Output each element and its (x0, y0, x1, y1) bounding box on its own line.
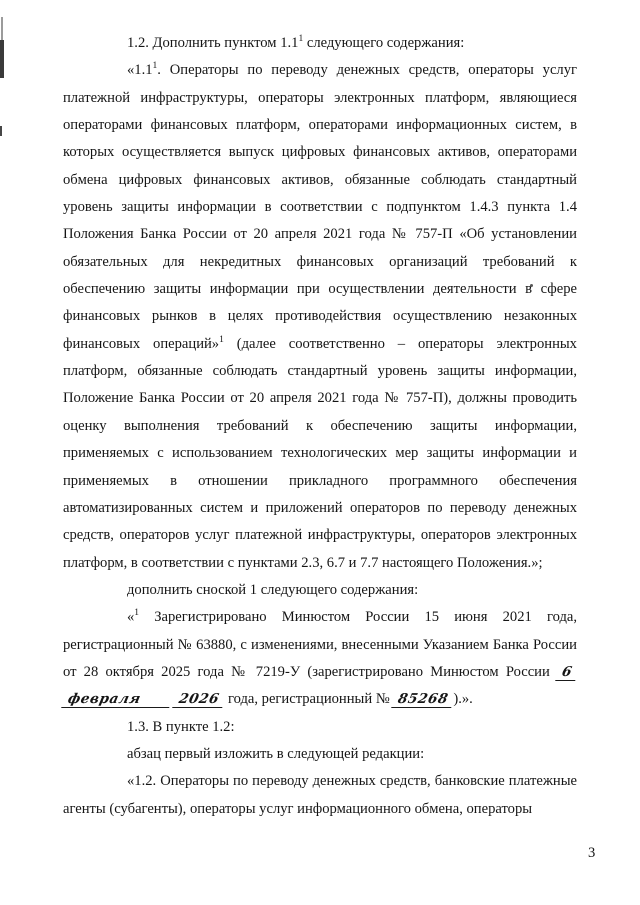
paragraph (63, 30, 577, 57)
text-segment: (далее соответственно – операторы электронных платформ, обязанные соблюдать стандартный уровень защиты информации, Положение Банка России от 20 апреля 2021 года № 757-П), должны проводить оценку выполнения требований к обеспечению защиты информации, применяемых с использованием технологических мер защиты информации и применяемых в отношении прикладного программного обеспечения автоматизированных систем и приложений операторов по переводу денежных средств, операторов услуг платежной инфраструктуры, операторов электронных платформ, в соответствии с пунктами 2.3, 6.7 и 7.7 настоящего Положения.»; (63, 335, 577, 571)
document-body (63, 30, 577, 823)
handwritten-text: февраля (61, 691, 172, 708)
text-segment: Зарегистрировано Минюстом России 15 июня 2021 года, регистрационный № 63880, с изменениями, внесенными Указанием Банка России от 28 октября 2025 года № 7219-У (зарегистрировано Минюстом России (63, 609, 577, 680)
text-segment: года, регистрационный № (224, 691, 394, 708)
handwritten-text: 85268 (392, 691, 456, 708)
text-segment: «1.2. Операторы по переводу денежных средств, банковские платежные агенты (субагенты), операторы услуг информационного обмена, операторы (63, 773, 577, 817)
text-segment: ).». (453, 691, 473, 708)
text-segment: 1.3. В пункте 1.2: (127, 718, 235, 735)
paragraph (63, 57, 577, 577)
scan-artifact (0, 40, 4, 78)
text-segment: « (127, 609, 135, 626)
footnote-superscript: 1 (219, 334, 224, 345)
paragraph (63, 577, 577, 604)
paragraph (63, 768, 577, 823)
footnote-superscript: 1 (298, 34, 304, 45)
handwritten-text: 2026 (173, 691, 227, 708)
page-number: 3 (588, 845, 596, 861)
text-segment: 1.2. Дополнить пунктом 1.1 (127, 35, 299, 51)
text-segment: абзац первый изложить в следующей редакции: (127, 745, 425, 762)
scan-artifact (0, 126, 2, 136)
footnote-superscript: 1 (134, 608, 140, 619)
handwritten-text: 6 (555, 664, 579, 681)
text-segment: следующего содержания: (303, 35, 465, 51)
paragraph (63, 714, 577, 741)
paragraph (63, 604, 577, 713)
text-segment: . Операторы по переводу денежных средств, операторы услуг платежной инфраструктуры, операторы электронных платформ, являющиеся операторами финансовых платформ, операторами информационных систем, в которых осуществляется выпуск цифровых финансовых активов, операторами обмена цифровых финансовых активов, обязанные соблюдать стандартный уровень защиты информации в соответствии с подпунктом 1.4.3 пункта 1.4 Положения Банка России от 20 апреля 2021 года № 757-П «Об установлении обязательных для некредитных финансовых организаций требований к обеспечению защиты информации при осуществлении деятельности в сфере финансовых рынков в целях противодействия осуществлению незаконных финансовых операций» (63, 62, 577, 352)
scan-artifact (1, 17, 3, 40)
text-segment: «1.1 (127, 62, 153, 79)
paragraph (63, 741, 577, 768)
footnote-superscript: 1 (152, 61, 158, 72)
text-segment: дополнить сноской 1 следующего содержания: (127, 581, 419, 598)
